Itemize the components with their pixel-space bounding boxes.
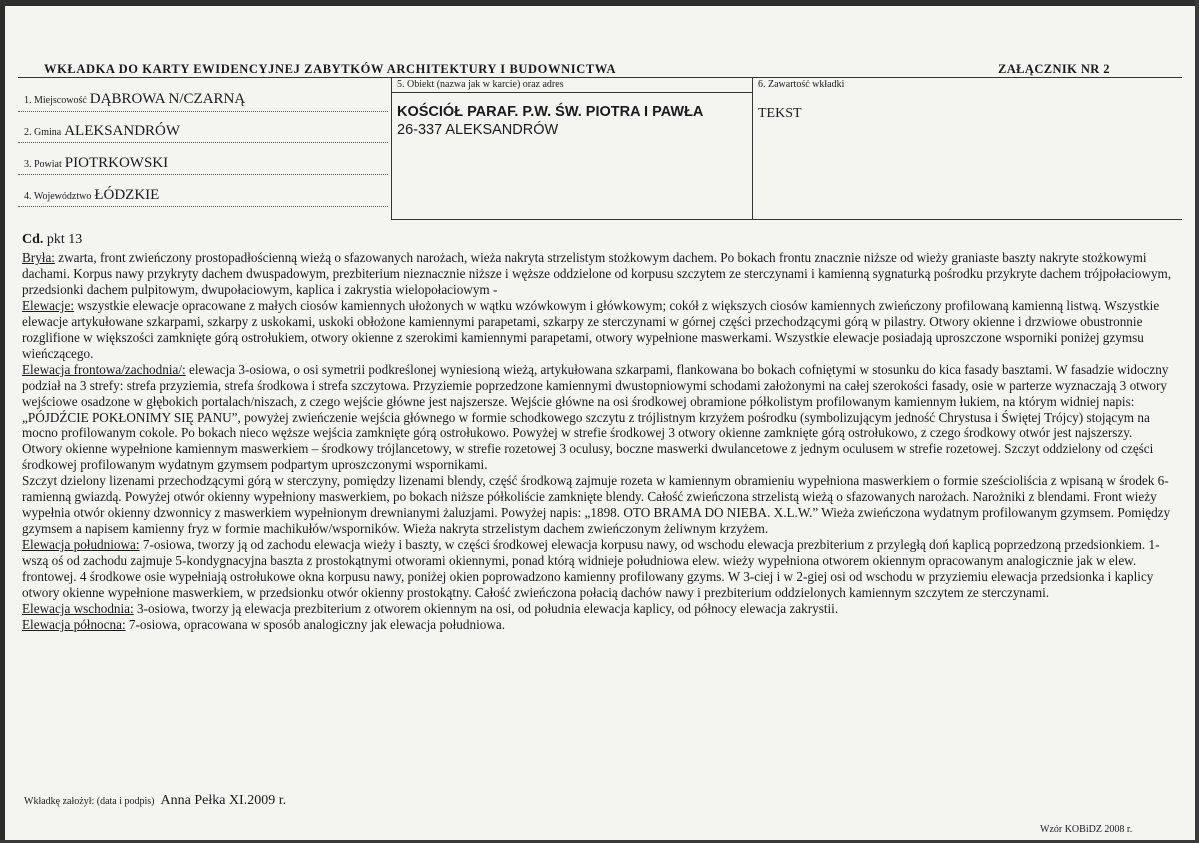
author-line [24,791,286,809]
description-body [22,250,1172,633]
scan-edge-left [0,0,5,843]
scan-edge-top [0,0,1199,6]
paragraph-elewacje [22,298,1172,362]
author-signature: Anna Pełka XI.2009 r. [160,793,287,808]
paragraph-heading: Elewacja wschodnia: [22,600,134,616]
county-value: PIOTRKOWSKI [64,155,169,171]
voivodeship-field [24,186,159,204]
continuation-number: pkt 13 [46,232,83,247]
paragraph-text: wszystkie elewacje opracowane z małych ciosów kamiennych ułożonych w wątku wzówkowym i główkowym; cokół z większych ciosów kamiennych zwieńczony profilowaną kamienną listwą. Wszystkie elewacje artykułowane szkarpami, szkarpy z uskokami, uskoki obłożone kamiennymi parapetami, szkarpy ze sterczynami w górnej części przechodzącymi górą w pilastry. Otwory okienne i drzwiowe obustronnie rozglifione w większości zamknięte górą ostrołukiem, otwory okienne z szerokimi kamiennymi parapetami, otwory wypełnione maswerkami. Wszystkie elewacje posiadają uproszczone wsporniki poniżej gzymsu wieńczącego. [22,297,1160,361]
header-rule [18,77,1182,78]
paragraph-text: zwarta, front zwieńczony prostopadłościenną wieżą o sfazowanych narożach, wieża nakryta strzelistym stożkowym dachem. Po bokach frontu znacznie niższe od wieży graniaste baszty nakryte stożkowymi dachami. Korpus nawy przykryty dachem dwuspadowym, prezbiterium nieznacznie niższe i węższe oddzielone od korpusu szczytem ze sterczynami i kamienną sygnaturką pośrodku przykryte dachem trójpołaciowym, przedsionki dachem pulpitowym, dwupołaciowym, kaplica i zakrystia wielopołaciowym - [22,250,1172,297]
paragraph-text: 3-osiowa, tworzy ją elewacja prezbiterium z otworem okiennym na osi, od południa elewacja kaplicy, od północy elewacja zakrystii. [133,600,839,616]
county-label: 3. Powiat [24,159,62,170]
county-line [18,174,388,175]
locality-field [24,90,245,108]
paragraph-heading: Elewacja północna: [22,616,126,632]
paragraph-heading: Bryła: [22,250,55,265]
form-model: Wzór KOBiDZ 2008 r. [1040,824,1133,835]
paragraph-south-elevation [22,537,1172,601]
box-bottom-rule [391,219,1182,220]
locality-line [18,111,388,112]
paragraph-heading: Elewacja frontowa/zachodnia/: [22,361,186,377]
locality-label: 1. Miejscowość [24,95,87,106]
paragraph-text: elewacja 3-osiowa, o osi symetrii podkreślonej wyniesioną wieżą, artykułowana szkarpami, flankowana bo bokach cofniętymi w stosunku do kica fasady basztami. W fasadzie widoczny podział na 3 strefy: strefa przyziemia, strefa środkowa i strefa szczytowa. Przyziemie poprzedzone kamiennymi dwustopniowymi schodami założonymi na całej szerokości fasady, osie w parterze wyznaczają 3 otwory wejściowe osadzone w głębokich portalach/niszach, z czego wejście główne jest najszersze. Wejście główne na osi środkowej obramione półkolistym profilowanym kamiennym łukiem, na którym widniej napis: „PÓJDŹCIE POKŁONIMY SIĘ PANU”, powyżej zwieńczenie wejścia głównego w formie schodkowego szczytu z trójlistnym krzyżem pośrodku (symbolizującym jedność Chrystusa i Świętej Trójcy) stojącym na mocno profilowanym cokole. Po bokach nieco węższe wejścia zamknięte górą ostrołukowo. Powyżej w strefie środkowej 3 otwory okienne zamknięte górą ostrołukowo, z czego środkowy otwór jest najszerszy. Otwory okienne wypełnione kamiennym maswerkiem – środkowy trójlancetowy, w strefie rozetowej 3 oculusy, boczne maswerki dwulancetowe z jednym oculusem w strefie rozetowej. Szczyt oddzielony od części środkowej profilowanym wydatnym gzymsem podpartym uproszczonymi wspornikami. [22,361,1169,473]
paragraph-east-elevation [22,601,1172,617]
content-value: TEKST [758,106,802,121]
commune-line [18,142,388,143]
object-label-rule [391,92,752,93]
content-box-divider [752,77,753,219]
county-field [24,154,168,172]
commune-value: ALEKSANDRÓW [64,123,181,139]
paragraph-bryla [22,250,1172,298]
voivodeship-label: 4. Województwo [24,191,92,202]
voivodeship-line [18,206,388,207]
author-label: Wkładkę założył: (data i podpis) [24,796,155,807]
paragraph-text: 7-osiowa, opracowana w sposób analogiczny jak elewacja południowa. [125,616,506,632]
continuation-heading [22,232,82,248]
paragraph-heading: Elewacje: [22,297,74,313]
paragraph-text: 7-osiowa, tworzy ją od zachodu elewacja wieży i baszty, w części środkowej elewacja korpusu nawy, od wschodu elewacja prezbiterium z przyległą doń kaplicą poprzedzoną przedsionkiem. 1-wszą oś od zachodu zajmuje 5-kondygnacyjna baszta z prostokątnymi otworami okiennymi, ponad którą widnieje południowa elew. wieży wypełniona otworem okiennym opracowanym analogicznie jak w elew. frontowej. 4 środkowe osie wypełniają ostrołukowe okna korpusu nawy, poniżej okien poprowadzono kamienny profilowany gzyms. W 3-ciej i w 2-giej osi od wschodu w przyziemiu elewacja przedsionka i kaplicy otwory okienne wypełnione maswerkiem, w przedsionku otwór okienny prostokątny. Całość zwieńczona połacią dachów nawy i prezbiterium oddzielonych kamiennym szczytem ze sterczynami. [22,537,1160,601]
paragraph-north-elevation [22,617,1172,633]
object-address: 26-337 ALEKSANDRÓW [397,122,559,138]
paragraph-front-elevation [22,362,1172,474]
continuation-label: Cd. [22,232,44,247]
object-box-divider [391,77,392,219]
content-label: 6. Zawartość wkładki [758,79,845,90]
locality-value: DĄBROWA N/CZARNĄ [89,91,246,107]
object-label: 5. Obiekt (nazwa jak w karcie) oraz adres [397,79,564,90]
commune-field [24,122,180,140]
voivodeship-value: ŁÓDZKIE [94,187,160,203]
commune-label: 2. Gmina [24,127,62,138]
paragraph-gable [22,473,1172,537]
paragraph-heading: Elewacja południowa: [22,537,140,553]
form-title: WKŁADKA DO KARTY EWIDENCYJNEJ ZABYTKÓW ARCHITEKTURY I BUDOWNICTWA [44,62,617,76]
scan-edge-right [1195,0,1199,843]
paragraph-text: Szczyt dzielony lizenami przechodzącymi górą w sterczyny, pomiędzy lizenami blendy, część środkową zajmuje rozeta w kamiennym obramieniu wypełniona maswerkiem o formie sześcioliścia z wpisaną w środek 6-ramienną gwiazdą. Powyżej otwór okienny wypełniony maswerkiem, po bokach niższe półkoliście zamknięte blendy. Całość zwieńczona strzelistą wieżą o sfazowanych narożach. Narożniki z blendami. Front wieży wypełnia otwór okienny dzwonnicy z maswerkiem wypełnionym drewnianymi żaluzjami. Powyżej napis: „1898. OTO BRAMA DO NIEBA. X.L.W.” Wieża zwieńczona wydatnym profilowanym gzymsem. Pomiędzy gzymsem a napisem kamienny fryz w formie machikułów/wsporników. Wieża nakryta strzelistym dachem zwieńczonym żeliwnym krzyżem. [22,473,1171,537]
annex-number: ZAŁĄCZNIK NR 2 [998,62,1110,76]
object-name: KOŚCIÓŁ PARAF. P.W. ŚW. PIOTRA I PAWŁA [397,104,704,120]
